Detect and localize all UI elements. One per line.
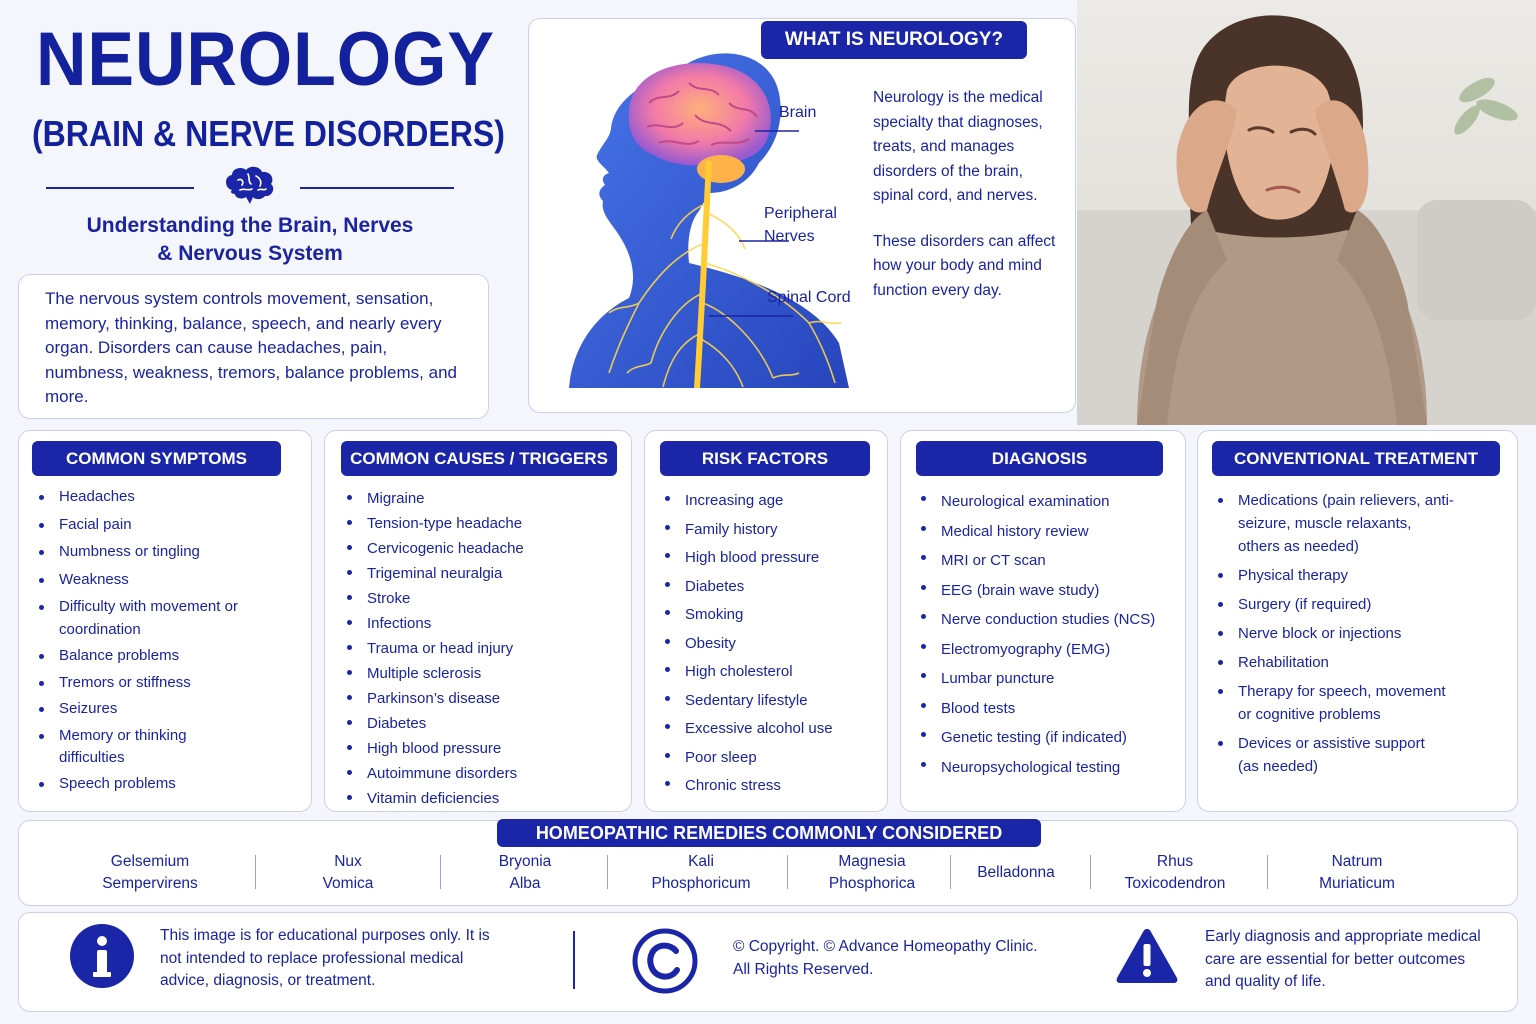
conventional-treatment-heading: CONVENTIONAL TREATMENT	[1212, 441, 1500, 476]
common-causes-heading: COMMON CAUSES / TRIGGERS	[341, 441, 617, 476]
list-item: Numbness or tingling	[33, 541, 303, 564]
remedy-name-line: Rhus	[1156, 853, 1194, 870]
remedy-name-line: Phosphorica	[828, 875, 916, 892]
list-item: Difficulty with movement or coordination	[33, 596, 253, 641]
warning-icon	[1115, 927, 1179, 985]
common-symptoms-heading: COMMON SYMPTOMS	[32, 441, 281, 476]
list-item: High cholesterol	[659, 658, 885, 687]
remedy-item	[809, 851, 935, 895]
conventional-treatment-card	[1197, 430, 1518, 812]
common-causes-list	[341, 486, 621, 811]
homeopathic-remedies-heading: HOMEOPATHIC REMEDIES COMMONLY CONSIDERED	[497, 819, 1041, 847]
label-peripheral-line-2: Nerves	[764, 228, 815, 245]
list-item: Migraine	[341, 486, 621, 511]
tagline-line-1: Understanding the Brain, Nerves	[86, 214, 414, 237]
remedy-name-line: Sempervirens	[102, 875, 198, 892]
list-item: Diabetes	[341, 711, 621, 736]
common-symptoms-card	[18, 430, 312, 812]
list-item: Parkinson’s disease	[341, 686, 621, 711]
remedy-name-line: Phosphoricum	[651, 875, 751, 892]
remedy-name-line: Kali	[688, 853, 714, 870]
common-causes-card	[324, 430, 632, 812]
list-item: Electromyography (EMG)	[915, 635, 1183, 665]
copyright-line-1: © Copyright. © Advance Homeopathy Clinic.	[733, 938, 1038, 955]
remedy-item	[963, 862, 1069, 884]
risk-factors-list	[659, 487, 885, 801]
copyright-line-2: All Rights Reserved.	[733, 960, 874, 978]
remedy-name-line: Gelsemium	[110, 853, 190, 870]
list-item: MRI or CT scan	[915, 546, 1183, 576]
list-item: Seizures	[33, 698, 303, 721]
list-item: Poor sleep	[659, 744, 885, 773]
remedy-name-line: Nux	[334, 853, 362, 870]
list-item: High blood pressure	[659, 544, 885, 573]
what-paragraph-1: Neurology is the medical specialty that diagnoses, treats, and manages disorders of the brain, spinal cord, and nerves.	[873, 89, 1043, 204]
intro-text: The nervous system controls movement, sensation, memory, thinking, balance, speech, and nearly every organ. Disorders can cause headaches, pain, numbness, weakness, tremors, balance problems, and more.	[45, 289, 457, 406]
list-item: Blood tests	[915, 694, 1183, 724]
list-item: Memory or thinking difficulties	[33, 725, 233, 770]
remedy-item	[633, 851, 769, 895]
list-item: Speech problems	[33, 773, 303, 796]
list-item: Balance problems	[33, 645, 303, 668]
remedy-separator	[1267, 855, 1268, 889]
list-item: Sedentary lifestyle	[659, 687, 885, 716]
remedy-separator	[787, 855, 788, 889]
woman-with-headache-photo	[1077, 0, 1536, 425]
remedy-name-line: Vomica	[322, 875, 374, 892]
list-item: Neuropsychological testing	[915, 753, 1183, 783]
intro-card	[18, 274, 489, 419]
list-item: Stroke	[341, 586, 621, 611]
list-item: Nerve block or injections	[1212, 622, 1456, 645]
what-paragraph-2: These disorders can affect how your body and mind function every day.	[873, 232, 1056, 299]
diagnosis-heading: DIAGNOSIS	[916, 441, 1163, 476]
list-item: Autoimmune disorders	[341, 761, 621, 786]
list-item: Vitamin deficiencies	[341, 786, 621, 811]
copyright-text	[733, 936, 1093, 981]
list-item: Surgery (if required)	[1212, 593, 1456, 616]
list-item: Lumbar puncture	[915, 664, 1183, 694]
list-item: Tremors or stiffness	[33, 672, 303, 695]
tagline-line-2: & Nervous System	[157, 242, 343, 265]
remedy-name-line: Magnesia	[838, 853, 906, 870]
risk-factors-card	[644, 430, 888, 812]
label-spinal-cord: Spinal Cord	[767, 289, 851, 306]
list-item: Physical therapy	[1212, 564, 1456, 587]
remedy-separator	[440, 855, 441, 889]
remedy-separator	[950, 855, 951, 889]
footer-divider	[573, 931, 575, 989]
diagnosis-card	[900, 430, 1186, 812]
remedy-name-line: Alba	[509, 875, 541, 892]
list-item: Weakness	[33, 569, 303, 592]
list-item: Medications (pain relievers, anti-seizure, muscle relaxants, others as needed)	[1212, 489, 1456, 558]
list-item: Rehabilitation	[1212, 651, 1456, 674]
list-item: Genetic testing (if indicated)	[915, 723, 1183, 753]
remedy-name-line: Belladonna	[977, 864, 1055, 881]
list-item: Excessive alcohol use	[659, 715, 885, 744]
homeopathic-remedies-card	[18, 820, 1518, 906]
what-is-neurology-heading: WHAT IS NEUROLOGY?	[761, 21, 1027, 59]
list-item: Medical history review	[915, 517, 1183, 547]
what-is-neurology-card	[528, 18, 1076, 413]
diagnosis-list	[915, 487, 1183, 782]
remedy-item	[89, 851, 211, 895]
warning-text: Early diagnosis and appropriate medical care are essential for better outcomes and quality of life.	[1205, 928, 1481, 990]
remedy-item	[1299, 851, 1415, 895]
list-item: Therapy for speech, movement or cognitive problems	[1212, 680, 1456, 726]
label-peripheral-line-1: Peripheral	[764, 205, 837, 222]
list-item: Facial pain	[33, 514, 303, 537]
list-item: Trigeminal neuralgia	[341, 561, 621, 586]
common-symptoms-list	[33, 486, 303, 795]
list-item: Neurological examination	[915, 487, 1183, 517]
list-item: Nerve conduction studies (NCS)	[915, 605, 1183, 635]
remedy-name-line: Muriaticum	[1319, 875, 1395, 892]
list-item: Headaches	[33, 486, 303, 509]
remedy-name-line: Bryonia	[498, 853, 552, 870]
divider-right	[300, 187, 454, 189]
remedy-name-line: Toxicodendron	[1124, 875, 1226, 892]
nervous-system-illustration	[559, 43, 889, 413]
remedy-separator	[255, 855, 256, 889]
list-item: Chronic stress	[659, 772, 885, 801]
list-item: Obesity	[659, 630, 885, 659]
what-is-neurology-text	[873, 86, 1063, 303]
footer-card	[18, 912, 1518, 1012]
remedy-item	[299, 851, 397, 895]
list-item: Diabetes	[659, 573, 885, 602]
conventional-treatment-list	[1212, 489, 1456, 778]
list-item: Infections	[341, 611, 621, 636]
label-peripheral-nerves	[764, 202, 837, 248]
remedy-separator	[1090, 855, 1091, 889]
list-item: Multiple sclerosis	[341, 661, 621, 686]
list-item: Tension-type headache	[341, 511, 621, 536]
list-item: Family history	[659, 516, 885, 545]
risk-factors-heading: RISK FACTORS	[660, 441, 870, 476]
remedy-name-line: Natrum	[1331, 853, 1383, 870]
page-subtitle: (BRAIN & NERVE DISORDERS)	[32, 113, 505, 154]
list-item: Smoking	[659, 601, 885, 630]
list-item: Trauma or head injury	[341, 636, 621, 661]
disclaimer-text: This image is for educational purposes only. It is not intended to replace professional medical advice, diagnosis, or treatment.	[160, 927, 490, 989]
brain-icon	[222, 164, 278, 208]
remedy-separator	[607, 855, 608, 889]
list-item: Devices or assistive support (as needed)	[1212, 732, 1442, 778]
remedy-item	[1107, 851, 1243, 895]
info-icon	[69, 923, 135, 989]
page-title: NEUROLOGY	[36, 17, 495, 102]
tagline	[30, 212, 470, 268]
list-item: Cervicogenic headache	[341, 536, 621, 561]
list-item: Increasing age	[659, 487, 885, 516]
divider-left	[46, 187, 194, 189]
remedy-item	[475, 851, 575, 895]
list-item: EEG (brain wave study)	[915, 576, 1183, 606]
list-item: High blood pressure	[341, 736, 621, 761]
label-brain: Brain	[779, 104, 817, 121]
copyright-icon	[631, 927, 699, 995]
